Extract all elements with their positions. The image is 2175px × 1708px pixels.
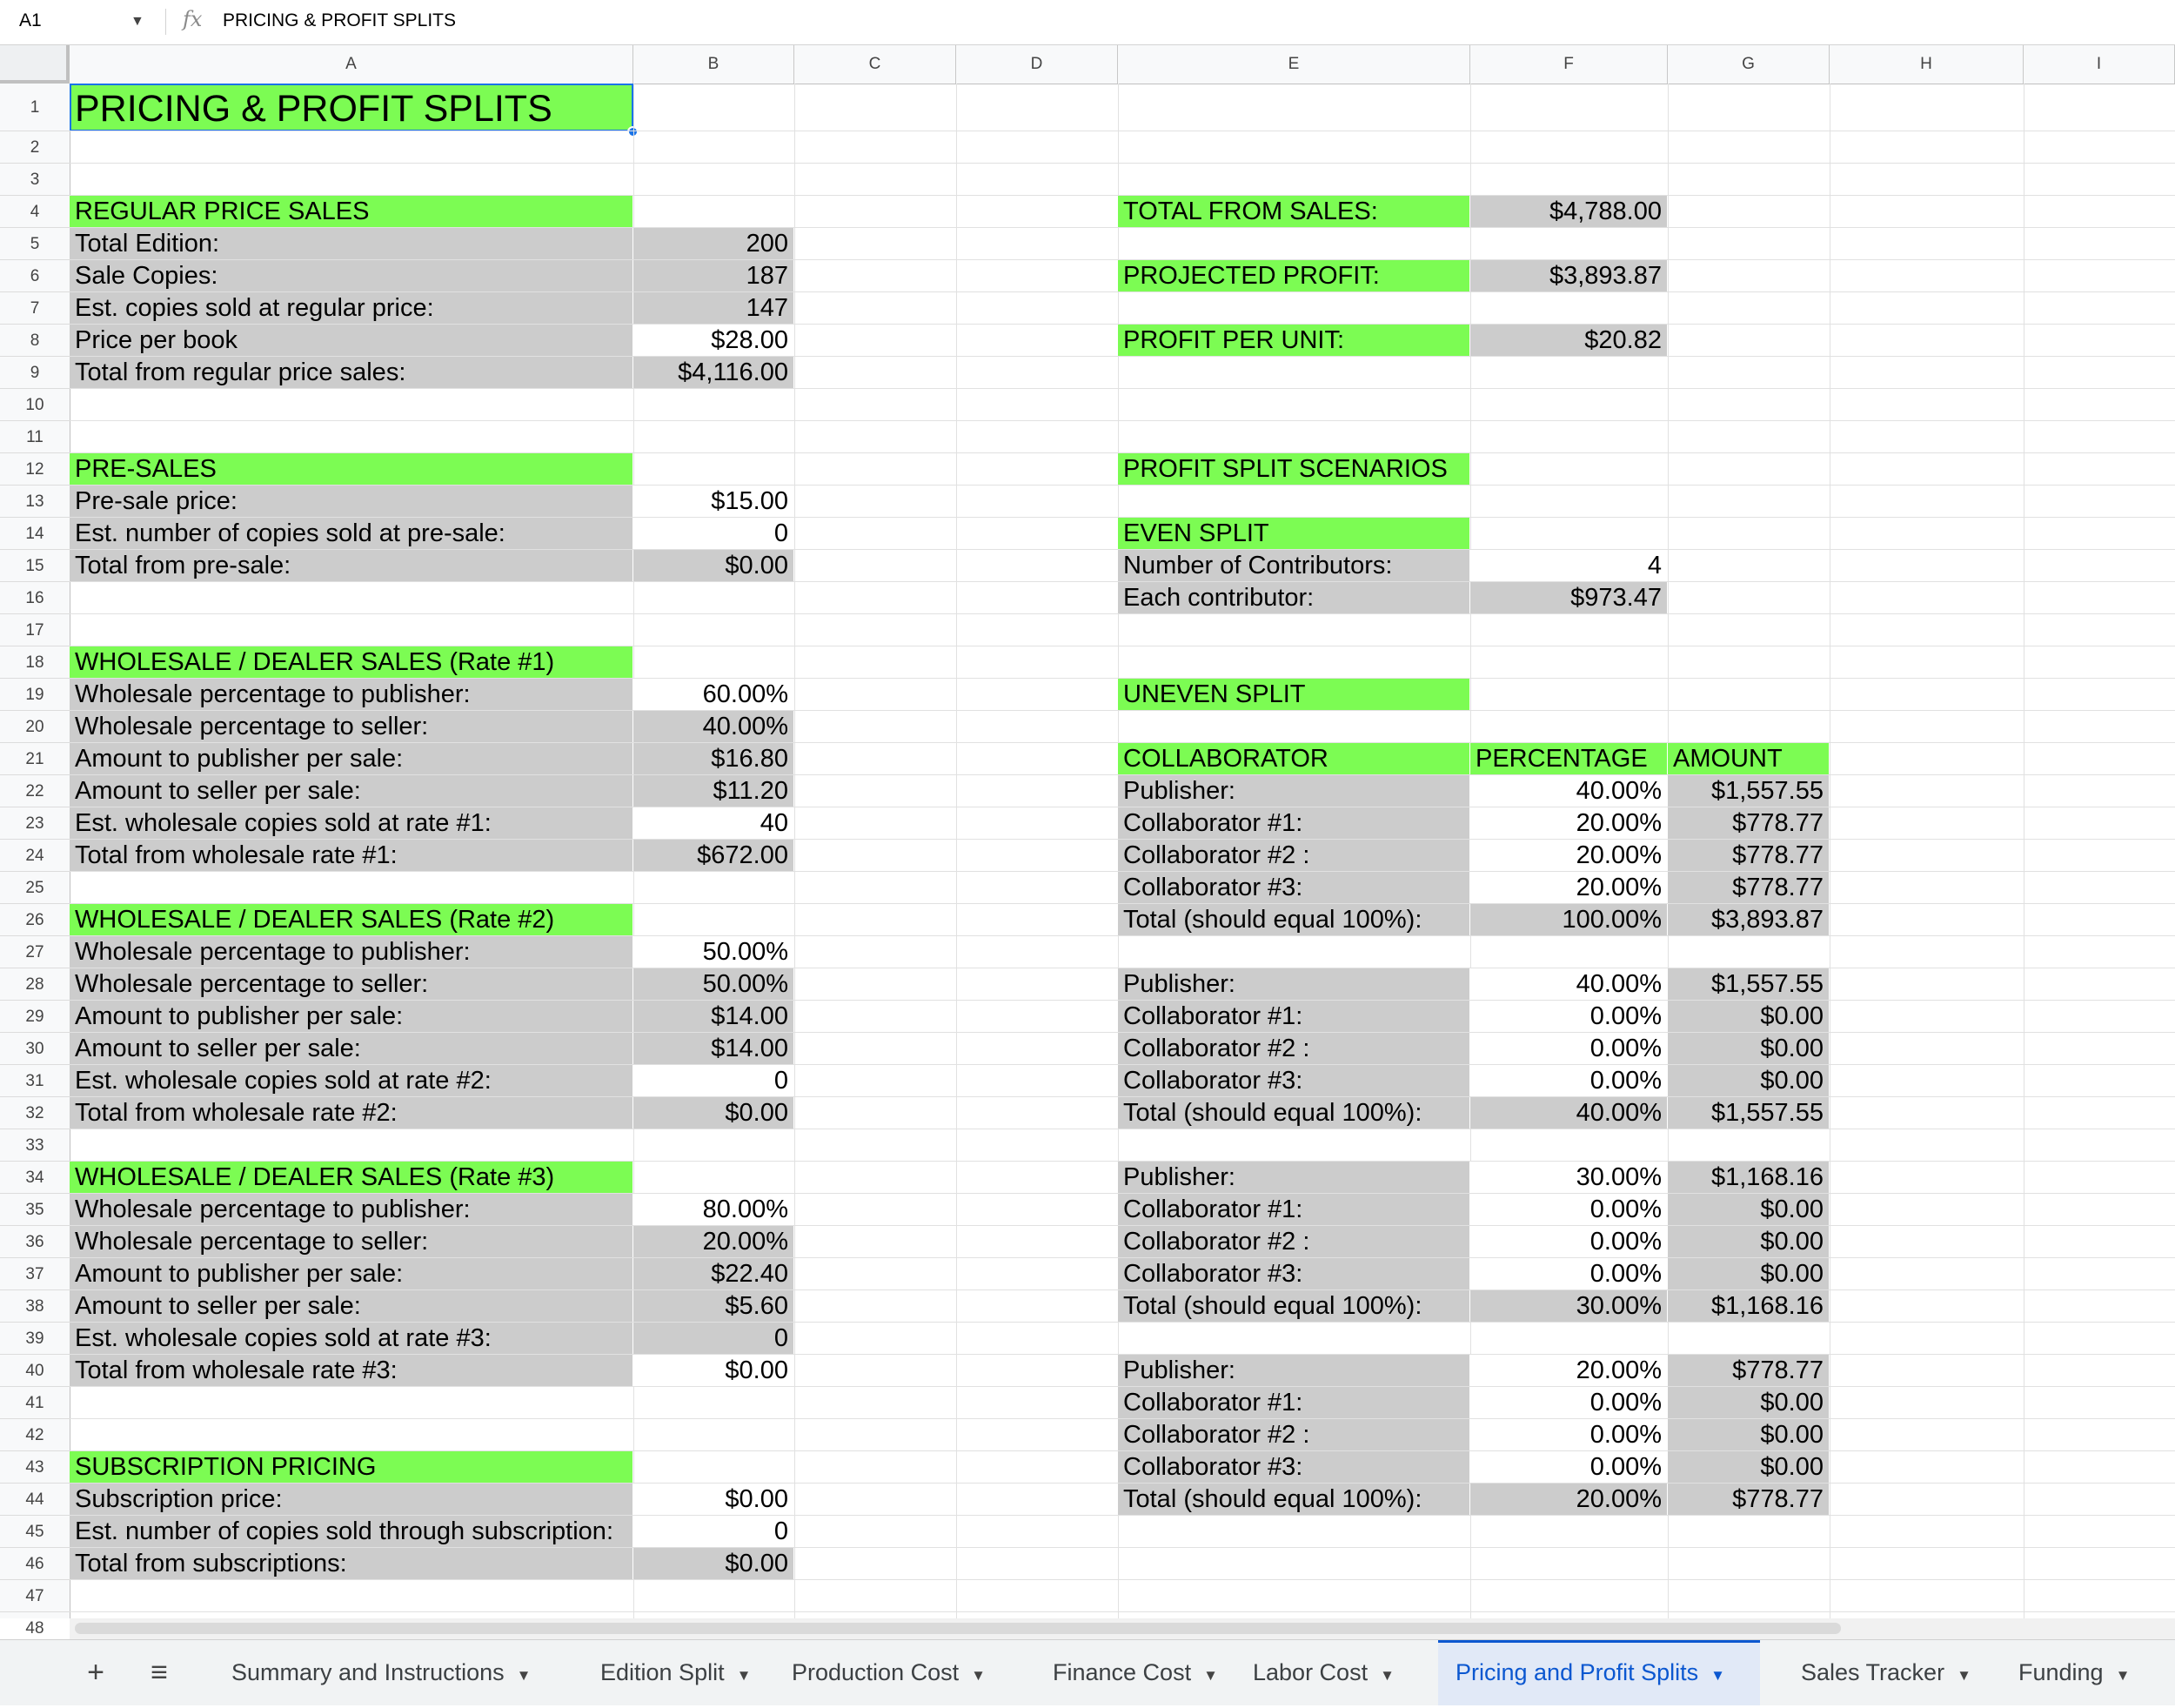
collaborator-label[interactable]: Total (should equal 100%): [1118,1097,1469,1129]
row-value[interactable]: $0.00 [633,1355,793,1386]
row-header-48[interactable]: 48 [0,1612,70,1644]
row-value[interactable]: $15.00 [633,486,793,517]
collaborator-percentage[interactable]: 0.00% [1470,1033,1667,1064]
sheet-tab-labor-cost[interactable] [1227,1640,1427,1705]
row-label[interactable]: Est. wholesale copies sold at rate #2: [70,1065,632,1096]
chevron-down-icon[interactable]: ▼ [971,1667,986,1684]
collaborator-percentage[interactable]: 0.00% [1470,1065,1667,1096]
column-header-d[interactable]: D [956,45,1118,84]
section-header-regular[interactable]: REGULAR PRICE SALES [70,196,632,227]
column-header-c[interactable]: C [794,45,956,84]
row-header-14[interactable]: 14 [0,518,70,550]
sheet-tab-label: Finance Cost [1053,1659,1192,1685]
column-header-a[interactable]: A [70,45,633,84]
select-all-corner[interactable] [0,45,70,84]
column-headers [0,45,2175,84]
collaborator-label[interactable]: Total (should equal 100%): [1118,904,1469,935]
row-value[interactable]: 187 [633,260,793,291]
row-value[interactable]: $14.00 [633,1001,793,1032]
sheet-tab-label: Summary and Instructions [231,1659,505,1685]
row-header-9[interactable]: 9 [0,357,70,389]
row-value[interactable]: 147 [633,292,793,324]
collaborator-amount[interactable]: $1,168.16 [1668,1162,1829,1193]
collaborator-label[interactable]: Collaborator #3: [1118,1451,1469,1483]
row-header-37[interactable]: 37 [0,1258,70,1290]
collaborator-percentage[interactable]: 20.00% [1470,840,1667,871]
contributors-label[interactable]: Number of Contributors: [1118,550,1469,581]
sheet-tab-label: Edition Split [600,1659,725,1685]
chevron-down-icon[interactable]: ▼ [516,1667,532,1684]
section-header-wholesale1[interactable]: WHOLESALE / DEALER SALES (Rate #1) [70,646,632,678]
row-label[interactable]: Wholesale percentage to seller: [70,1226,632,1257]
section-header-wholesale2[interactable]: WHOLESALE / DEALER SALES (Rate #2) [70,904,632,935]
sheet-tab-edition-split[interactable] [574,1640,757,1705]
collaborator-amount[interactable]: $1,557.55 [1668,968,1829,1000]
row-value[interactable]: 0 [633,1516,793,1547]
collaborator-label[interactable]: Collaborator #2 : [1118,1226,1469,1257]
sheet-tab-production-cost[interactable] [766,1640,1018,1705]
collaborator-percentage[interactable]: 0.00% [1470,1419,1667,1450]
row-header-5[interactable]: 5 [0,228,70,260]
row-value[interactable]: $28.00 [633,325,793,356]
collaborator-percentage[interactable]: 20.00% [1470,1355,1667,1386]
collaborator-amount[interactable]: $778.77 [1668,807,1829,839]
horizontal-scrollbar[interactable] [70,1618,2175,1639]
collaborator-percentage[interactable]: 0.00% [1470,1258,1667,1289]
row-header-36[interactable]: 36 [0,1226,70,1258]
collaborator-percentage[interactable]: 0.00% [1470,1451,1667,1483]
collaborator-label[interactable]: Total (should equal 100%): [1118,1290,1469,1322]
collaborator-amount[interactable]: $0.00 [1668,1001,1829,1032]
row-header-33[interactable]: 33 [0,1129,70,1162]
row-header-23[interactable]: 23 [0,807,70,840]
collaborator-amount[interactable]: $0.00 [1668,1065,1829,1096]
row-header-41[interactable]: 41 [0,1387,70,1419]
collaborator-amount[interactable]: $778.77 [1668,840,1829,871]
profit-per-unit-value[interactable]: $20.82 [1470,325,1667,356]
projected-profit-label[interactable]: PROJECTED PROFIT: [1118,260,1469,291]
section-header-presales[interactable]: PRE-SALES [70,453,632,485]
row-label[interactable]: Pre-sale price: [70,486,632,517]
row-label[interactable]: Total from subscriptions: [70,1548,632,1579]
row-label[interactable]: Est. wholesale copies sold at rate #3: [70,1323,632,1354]
row-label[interactable]: Est. number of copies sold through subscription: [70,1516,632,1547]
sheet-grid [70,84,2175,1618]
chevron-down-icon[interactable]: ▼ [736,1667,752,1684]
plus-icon[interactable]: + [87,1656,104,1689]
row-value[interactable]: 60.00% [633,679,793,710]
row-header-34[interactable]: 34 [0,1162,70,1194]
row-header-4[interactable]: 4 [0,196,70,228]
amount-column-header[interactable]: AMOUNT [1668,743,1829,774]
row-value[interactable]: 0 [633,1323,793,1354]
row-label[interactable]: Subscription price: [70,1484,632,1515]
column-header-f[interactable]: F [1470,45,1668,84]
column-header-g[interactable]: G [1668,45,1830,84]
title-cell[interactable]: PRICING & PROFIT SPLITS [70,84,633,131]
collaborator-percentage[interactable]: 20.00% [1470,872,1667,903]
sheet-tab-finance-cost[interactable] [1027,1640,1218,1705]
sheet-tab-label: Sales Tracker [1801,1659,1945,1685]
row-label[interactable]: Wholesale percentage to publisher: [70,679,632,710]
each-contributor-value[interactable]: $973.47 [1470,582,1667,613]
row-value[interactable]: 80.00% [633,1194,793,1225]
row-header-44[interactable]: 44 [0,1484,70,1516]
row-header-32[interactable]: 32 [0,1097,70,1129]
row-header-26[interactable]: 26 [0,904,70,936]
row-value[interactable]: $0.00 [633,1484,793,1515]
row-value[interactable]: $22.40 [633,1258,793,1289]
fx-icon: fx [183,7,203,31]
row-header-3[interactable]: 3 [0,164,70,196]
row-value[interactable]: $0.00 [633,1548,793,1579]
row-header-13[interactable]: 13 [0,486,70,518]
collaborator-percentage[interactable]: 40.00% [1470,775,1667,807]
grid-line [70,1611,2175,1612]
chevron-down-icon[interactable]: ▼ [2115,1667,2131,1684]
collaborator-percentage[interactable]: 30.00% [1470,1162,1667,1193]
collaborator-percentage[interactable]: 100.00% [1470,904,1667,935]
row-header-43[interactable]: 43 [0,1451,70,1484]
collaborator-percentage[interactable]: 0.00% [1470,1387,1667,1418]
collaborator-amount[interactable]: $3,893.87 [1668,904,1829,935]
row-header-24[interactable]: 24 [0,840,70,872]
grid-line [70,613,2175,614]
column-header-h[interactable]: H [1830,45,2024,84]
divider [165,9,166,35]
row-label[interactable]: Total from regular price sales: [70,357,632,388]
collaborator-column-header[interactable]: COLLABORATOR [1118,743,1469,774]
column-header-e[interactable]: E [1118,45,1470,84]
chevron-down-icon[interactable]: ▼ [1957,1667,1971,1684]
formula-input[interactable]: PRICING & PROFIT SPLITS [223,10,456,30]
sheet-tab-label: Labor Cost [1253,1659,1369,1685]
row-label[interactable]: Amount to publisher per sale: [70,1258,632,1289]
collaborator-label[interactable]: Collaborator #2 : [1118,1419,1469,1450]
grid-line [70,388,2175,389]
row-label[interactable]: Total from wholesale rate #2: [70,1097,632,1129]
grid-line [70,420,2175,421]
scrollbar-thumb[interactable] [75,1623,1841,1634]
row-header-35[interactable]: 35 [0,1194,70,1226]
collaborator-label[interactable]: Collaborator #3: [1118,1258,1469,1289]
row-header-27[interactable]: 27 [0,936,70,968]
row-header-12[interactable]: 12 [0,453,70,486]
row-value[interactable]: 40.00% [633,711,793,742]
row-label[interactable]: Amount to publisher per sale: [70,1001,632,1032]
profit-per-unit-label[interactable]: PROFIT PER UNIT: [1118,325,1469,356]
row-label[interactable]: Est. number of copies sold at pre-sale: [70,518,632,549]
collaborator-amount[interactable]: $1,168.16 [1668,1290,1829,1322]
row-header-6[interactable]: 6 [0,260,70,292]
collaborator-amount[interactable]: $0.00 [1668,1419,1829,1450]
row-value[interactable]: $11.20 [633,775,793,807]
percentage-column-header[interactable]: PERCENTAGE [1470,743,1667,774]
collaborator-label[interactable]: Collaborator #3: [1118,1065,1469,1096]
row-value[interactable]: $4,116.00 [633,357,793,388]
formula-bar [0,0,2175,45]
profit-split-scenarios-header[interactable]: PROFIT SPLIT SCENARIOS [1118,453,1469,485]
sheet-tab-sales-tracker[interactable] [1775,1640,1975,1705]
row-header-25[interactable]: 25 [0,872,70,904]
sheet-tab-pricing-and-profit-splits[interactable] [1438,1640,1760,1705]
row-header-38[interactable]: 38 [0,1290,70,1323]
sheet-tab-bar [0,1639,2175,1705]
each-contributor-label[interactable]: Each contributor: [1118,582,1469,613]
collaborator-amount[interactable]: $1,557.55 [1668,1097,1829,1129]
sheet-tab-funding[interactable] [1992,1640,2166,1705]
row-header-46[interactable]: 46 [0,1548,70,1580]
row-header-28[interactable]: 28 [0,968,70,1001]
chevron-down-icon[interactable]: ▼ [1203,1667,1218,1684]
collaborator-percentage[interactable]: 0.00% [1470,1226,1667,1257]
row-header-31[interactable]: 31 [0,1065,70,1097]
row-label[interactable]: Est. copies sold at regular price: [70,292,632,324]
collaborator-percentage[interactable]: 20.00% [1470,1484,1667,1515]
row-label[interactable]: Price per book [70,325,632,356]
collaborator-label[interactable]: Total (should equal 100%): [1118,1484,1469,1515]
row-label[interactable]: Total Edition: [70,228,632,259]
collaborator-percentage[interactable]: 20.00% [1470,807,1667,839]
row-header-22[interactable]: 22 [0,775,70,807]
row-value[interactable]: $5.60 [633,1290,793,1322]
collaborator-label[interactable]: Collaborator #1: [1118,1194,1469,1225]
chevron-down-icon[interactable]: ▼ [130,14,144,29]
sheet-tab-label: Production Cost [792,1659,960,1685]
row-label[interactable]: Wholesale percentage to seller: [70,968,632,1000]
row-header-8[interactable]: 8 [0,325,70,357]
column-header-i[interactable]: I [2024,45,2175,84]
row-label[interactable]: Wholesale percentage to seller: [70,711,632,742]
row-value[interactable]: 20.00% [633,1226,793,1257]
row-header-2[interactable]: 2 [0,131,70,164]
collaborator-amount[interactable]: $778.77 [1668,872,1829,903]
grid-line [956,84,957,1618]
row-label[interactable]: Amount to seller per sale: [70,1290,632,1322]
collaborator-percentage[interactable]: 30.00% [1470,1290,1667,1322]
row-headers [0,84,70,1638]
row-value[interactable]: $672.00 [633,840,793,871]
row-label[interactable]: Amount to seller per sale: [70,775,632,807]
collaborator-label[interactable]: Publisher: [1118,775,1469,807]
name-box[interactable]: A1 [19,10,42,30]
row-header-15[interactable]: 15 [0,550,70,582]
collaborator-amount[interactable]: $778.77 [1668,1484,1829,1515]
sheet-tab-label: Funding [2018,1659,2104,1685]
collaborator-label[interactable]: Collaborator #2 : [1118,1033,1469,1064]
even-split-header[interactable]: EVEN SPLIT [1118,518,1469,549]
collaborator-amount[interactable]: $0.00 [1668,1387,1829,1418]
row-label[interactable]: Amount to publisher per sale: [70,743,632,774]
grid-line [794,84,795,1618]
list-icon[interactable]: ≡ [151,1656,168,1689]
row-header-18[interactable]: 18 [0,646,70,679]
total-from-sales-value[interactable]: $4,788.00 [1470,196,1667,227]
collaborator-label[interactable]: Collaborator #2 : [1118,840,1469,871]
row-header-40[interactable]: 40 [0,1355,70,1387]
row-header-10[interactable]: 10 [0,389,70,421]
projected-profit-value[interactable]: $3,893.87 [1470,260,1667,291]
collaborator-percentage[interactable]: 40.00% [1470,1097,1667,1129]
row-label[interactable]: Total from wholesale rate #3: [70,1355,632,1386]
row-label[interactable]: Sale Copies: [70,260,632,291]
sheet-tab-summary-and-instructions[interactable] [205,1640,553,1705]
row-header-16[interactable]: 16 [0,582,70,614]
row-label[interactable]: Amount to seller per sale: [70,1033,632,1064]
collaborator-label[interactable]: Publisher: [1118,968,1469,1000]
collaborator-percentage[interactable]: 0.00% [1470,1001,1667,1032]
collaborator-amount[interactable]: $0.00 [1668,1033,1829,1064]
row-header-21[interactable]: 21 [0,743,70,775]
row-header-29[interactable]: 29 [0,1001,70,1033]
collaborator-amount[interactable]: $0.00 [1668,1258,1829,1289]
row-header-19[interactable]: 19 [0,679,70,711]
row-header-17[interactable]: 17 [0,614,70,646]
collaborator-label[interactable]: Collaborator #1: [1118,1001,1469,1032]
row-header-45[interactable]: 45 [0,1516,70,1548]
row-label[interactable]: Est. wholesale copies sold at rate #1: [70,807,632,839]
row-label[interactable]: Wholesale percentage to publisher: [70,1194,632,1225]
collaborator-label[interactable]: Publisher: [1118,1162,1469,1193]
row-value[interactable]: 50.00% [633,968,793,1000]
row-value[interactable]: 50.00% [633,936,793,968]
row-value[interactable]: $0.00 [633,1097,793,1129]
row-label[interactable]: Wholesale percentage to publisher: [70,936,632,968]
collaborator-amount[interactable]: $0.00 [1668,1451,1829,1483]
chevron-down-icon[interactable]: ▼ [1710,1667,1725,1684]
contributors-value[interactable]: 4 [1470,550,1667,581]
row-label[interactable]: Total from wholesale rate #1: [70,840,632,871]
collaborator-percentage[interactable]: 0.00% [1470,1194,1667,1225]
row-header-42[interactable]: 42 [0,1419,70,1451]
collaborator-label[interactable]: Publisher: [1118,1355,1469,1386]
row-value[interactable]: 0 [633,518,793,549]
collaborator-label[interactable]: Collaborator #3: [1118,872,1469,903]
section-header-subscription[interactable]: SUBSCRIPTION PRICING [70,1451,632,1483]
collaborator-amount[interactable]: $778.77 [1668,1355,1829,1386]
row-header-39[interactable]: 39 [0,1323,70,1355]
row-value[interactable]: $16.80 [633,743,793,774]
chevron-down-icon[interactable]: ▼ [1380,1667,1395,1684]
grid-line [70,163,2175,164]
collaborator-amount[interactable]: $1,557.55 [1668,775,1829,807]
column-header-b[interactable]: B [633,45,794,84]
row-header-11[interactable]: 11 [0,421,70,453]
row-header-1[interactable]: 1 [0,84,70,131]
row-value[interactable]: 0 [633,1065,793,1096]
grid-line [70,1579,2175,1580]
collaborator-percentage[interactable]: 40.00% [1470,968,1667,1000]
row-header-30[interactable]: 30 [0,1033,70,1065]
total-from-sales-label[interactable]: TOTAL FROM SALES: [1118,196,1469,227]
uneven-split-header[interactable]: UNEVEN SPLIT [1118,679,1469,710]
row-value[interactable]: $14.00 [633,1033,793,1064]
collaborator-amount[interactable]: $0.00 [1668,1194,1829,1225]
row-label[interactable]: Total from pre-sale: [70,550,632,581]
row-value[interactable]: 200 [633,228,793,259]
collaborator-label[interactable]: Collaborator #1: [1118,1387,1469,1418]
collaborator-amount[interactable]: $0.00 [1668,1226,1829,1257]
row-header-7[interactable]: 7 [0,292,70,325]
collaborator-label[interactable]: Collaborator #1: [1118,807,1469,839]
section-header-wholesale3[interactable]: WHOLESALE / DEALER SALES (Rate #3) [70,1162,632,1193]
row-value[interactable]: 40 [633,807,793,839]
sheet-tab-label: Pricing and Profit Splits [1456,1659,1699,1685]
row-header-20[interactable]: 20 [0,711,70,743]
row-value[interactable]: $0.00 [633,550,793,581]
row-header-47[interactable]: 47 [0,1580,70,1612]
